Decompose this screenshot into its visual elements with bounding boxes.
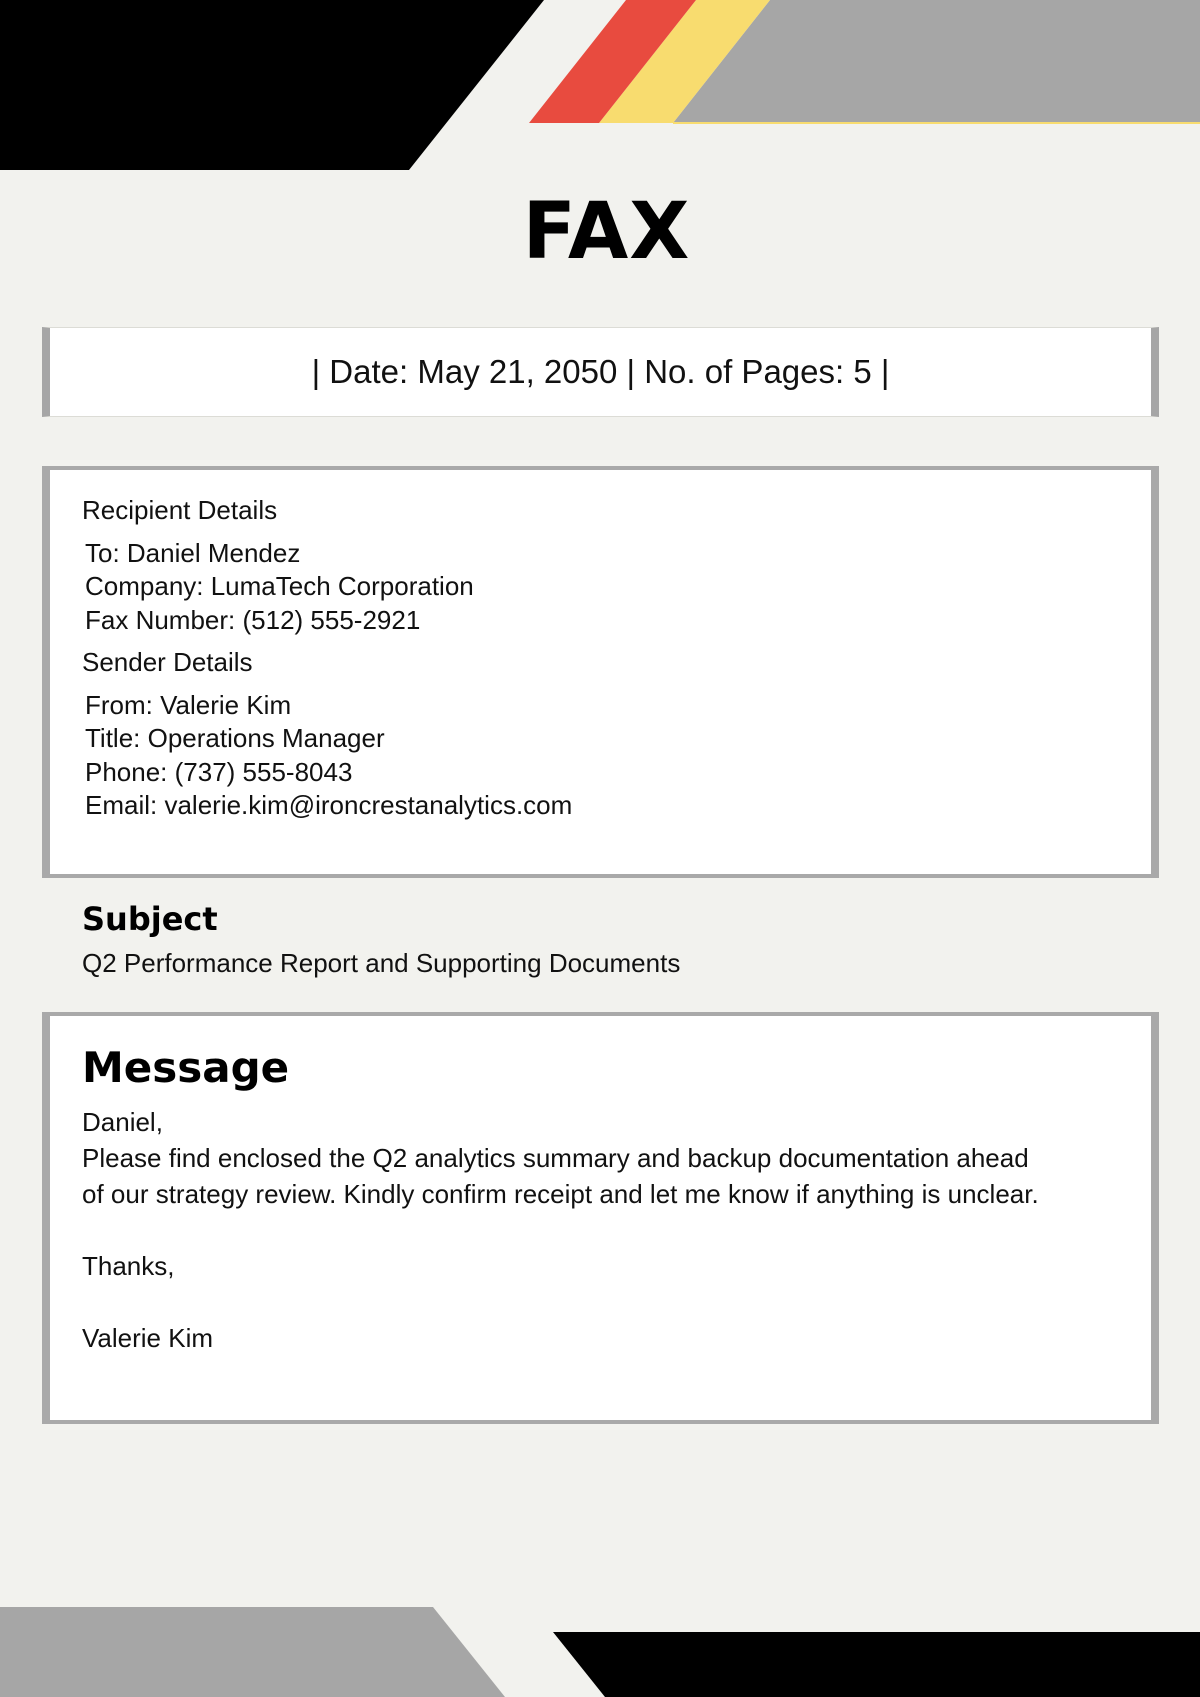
- sender-phone: Phone: (737) 555-8043: [85, 756, 353, 787]
- bottom-right-black-shape: [553, 1632, 1200, 1697]
- message-line-2: of our strategy review. Kindly confirm receipt and let me know if anything is unclear.: [82, 1179, 1039, 1209]
- message-spacer: [82, 1284, 1142, 1320]
- top-red-stripe: [529, 0, 696, 123]
- message-greeting: Daniel,: [82, 1107, 163, 1137]
- recipient-details: [85, 537, 474, 637]
- fax-title: FAX: [522, 187, 691, 277]
- bottom-left-gray-shape: [0, 1607, 505, 1697]
- top-left-black-shape: [0, 0, 544, 170]
- message-heading: Message: [82, 1043, 290, 1092]
- sender-title: Title: Operations Manager: [85, 723, 385, 754]
- recipient-company: Company: LumaTech Corporation: [85, 571, 474, 602]
- top-yellow-stripe: [599, 0, 770, 123]
- top-right-gray-shape: [673, 0, 1200, 123]
- subject-text: Q2 Performance Report and Supporting Documents: [82, 948, 681, 978]
- date-pages-bar: | Date: May 21, 2050 | No. of Pages: 5 |: [42, 327, 1159, 417]
- recipient-details-heading: Recipient Details: [82, 495, 278, 525]
- message-body: [82, 1104, 1142, 1356]
- recipient-to: To: Daniel Mendez: [85, 538, 301, 568]
- message-line-1: Please find enclosed the Q2 analytics summary and backup documentation ahead: [82, 1143, 1029, 1173]
- top-yellow-edge-line: [673, 122, 1200, 124]
- sender-from: From: Valerie Kim: [85, 690, 292, 720]
- sender-details: [85, 689, 572, 822]
- subject-heading: Subject: [82, 900, 218, 938]
- sender-details-heading: Sender Details: [82, 647, 253, 677]
- sender-email: Email: valerie.kim@ironcrestanalytics.com: [85, 789, 573, 820]
- message-closing: Thanks,: [82, 1251, 175, 1281]
- message-signature: Valerie Kim: [82, 1323, 214, 1353]
- recipient-fax-number: Fax Number: (512) 555-2921: [85, 604, 421, 635]
- message-spacer: [82, 1212, 1142, 1248]
